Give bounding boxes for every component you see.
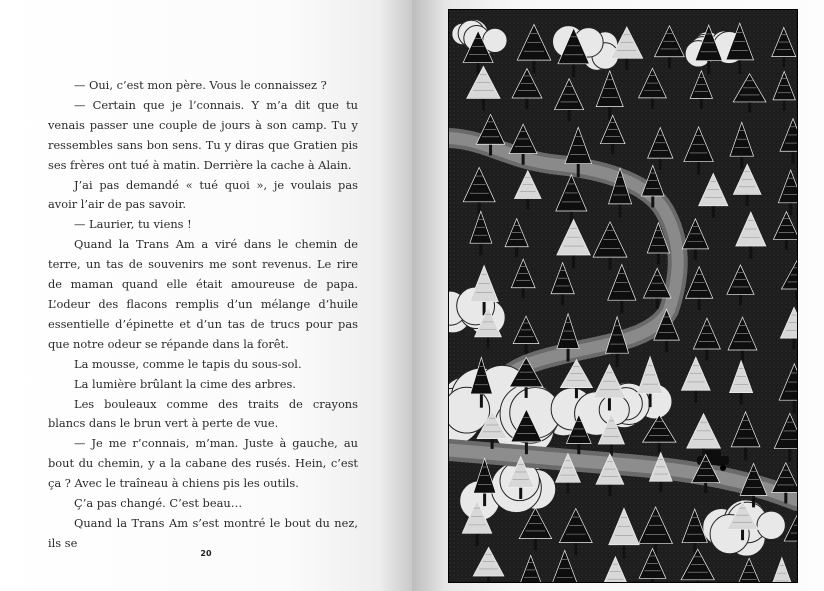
paragraph: — Je me r’connais, m’man. Juste à gauche, au bout du chemin, y a la cabane des rusés. Hein, c’est ça ? Avec le traîneau à chiens pis les outils. — [48, 436, 358, 491]
forest-road-illustration-icon — [448, 9, 798, 583]
paragraph: Quand la Trans Am s’est montré le bout du nez, ils se — [48, 515, 358, 550]
paragraph: Ç’a pas changé. C’est beau… — [74, 496, 243, 511]
paragraph: — Oui, c’est mon père. Vous le connaissez ? — [74, 78, 327, 92]
cloud-icon — [757, 511, 785, 539]
forest-svg — [449, 10, 797, 582]
page-number: 20 — [200, 549, 212, 558]
paragraph: La lumière brûlant la cime des arbres. — [74, 376, 296, 391]
text-block — [48, 76, 358, 554]
paragraph: — Laurier, tu viens ! — [74, 217, 192, 232]
paragraph: La mousse, comme le tapis du sous-sol. — [74, 356, 302, 371]
paragraph: J’ai pas demandé « tué quoi », je voulais pas avoir l’air de pas savoir. — [48, 177, 358, 212]
paragraph: — Certain que je l’connais. Y m’a dit que tu venais passer une couple de jours à son camp. Tu y ressembles sans bon sens. Tu y diras que Gratien pis ses frères ont tué à matin. Derrière la cache à Alain. — [48, 97, 358, 172]
paragraph: Les bouleaux comme des traits de crayons blancs dans le brun vert à perte de vue. — [48, 396, 358, 431]
paragraph: Quand la Trans Am a viré dans le chemin de terre, un tas de souvenirs me sont revenus. Le rire de maman quand elle était amoureuse de papa. L’odeur des flacons remplis d’un mélange d’huile essentielle d’épinette et d’un tas de trucs pour pas que notre odeur se répande dans la forêt. — [48, 237, 358, 351]
